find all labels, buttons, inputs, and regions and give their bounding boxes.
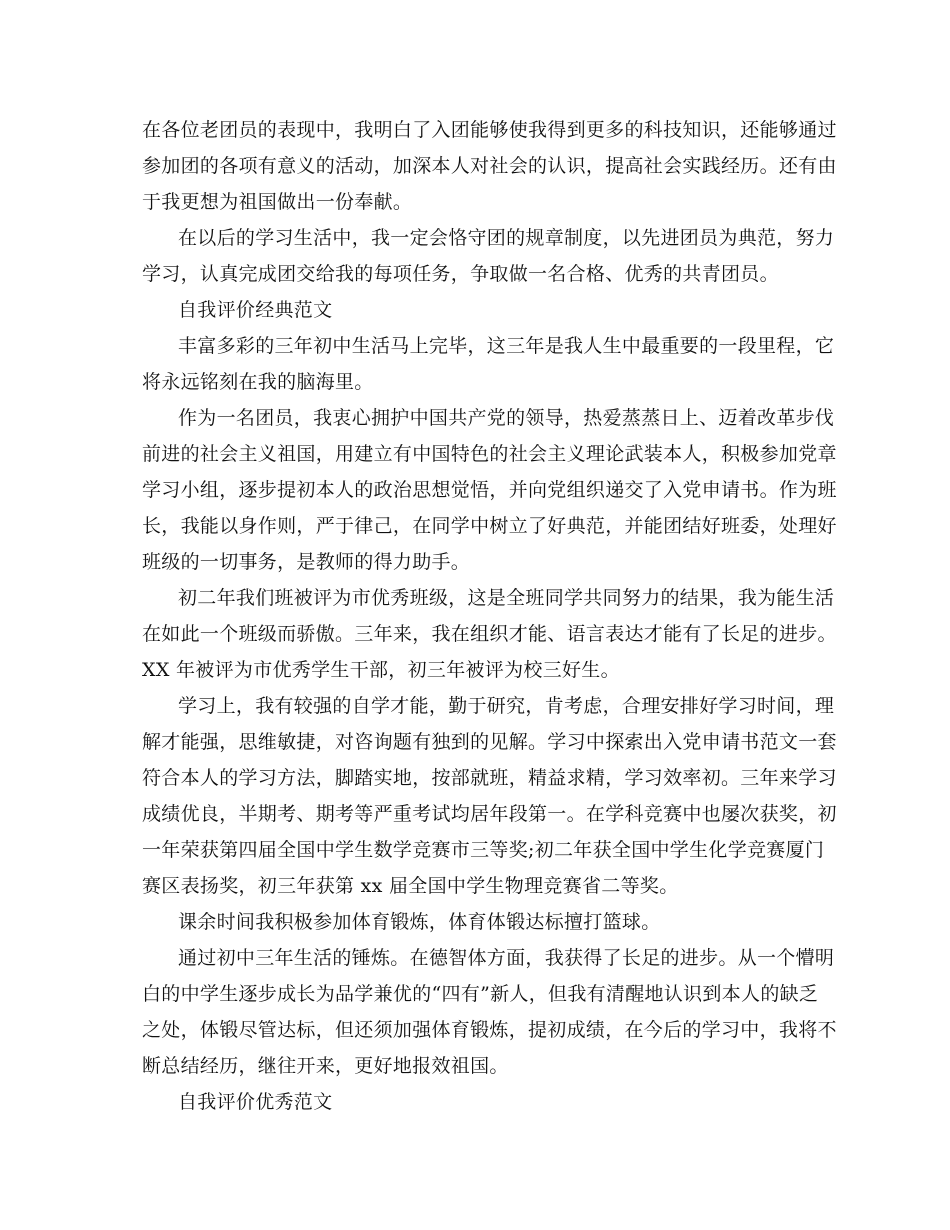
text-line: 课余时间我积极参加体育锻炼，体育体锻达标擅打篮球。 [178, 911, 661, 933]
text-line: 班级的一切事务，是教师的得力助手。 [142, 551, 471, 573]
text-line: 在如此一个班级而骄傲。三年来，我在组织才能、语言表达才能有了长足的进步。 [142, 623, 837, 645]
text-line: 符合本人的学习方法，脚踏实地，按部就班，精益求精，学习效率初。三年来学习 [142, 767, 837, 789]
text-line: 初二年我们班被评为市优秀班级，这是全班同学共同努力的结果，我为能生活 [178, 587, 835, 609]
text-line: 在各位老团员的表现中，我明白了入团能够使我得到更多的科技知识，还能够通过 [142, 119, 837, 141]
text-line: 学习小组，逐步提初本人的政治思想觉悟，并向党组织递交了入党申请书。作为班 [142, 479, 837, 501]
text-line: 作为一名团员，我衷心拥护中国共产党的领导，热爱蒸蒸日上、迈着改革步伐 [178, 407, 835, 429]
text-line: XX 年被评为市优秀学生干部，初三年被评为校三好生。 [142, 659, 620, 681]
text-line: 白的中学生逐步成长为品学兼优的“四有”新人，但我有清醒地认识到本人的缺乏 [142, 983, 819, 1005]
text-line: 之处，体锻尽管达标，但还须加强体育锻炼，提初成绩，在今后的学习中，我将不 [142, 1019, 837, 1041]
text-line: 断总结经历，继往开来，更好地报效祖国。 [142, 1055, 509, 1077]
text-line: 将永远铭刻在我的脑海里。 [142, 371, 374, 393]
text-line: 参加团的各项有意义的活动，加深本人对社会的认识，提高社会实践经历。还有由 [142, 155, 837, 177]
text-line: 赛区表扬奖，初三年获第 xx 届全国中学生物理竞赛省二等奖。 [142, 875, 679, 897]
text-line: 通过初中三年生活的锤炼。在德智体方面，我获得了长足的进步。从一个懵明 [178, 947, 835, 969]
text-line: 一年荣获第四届全国中学生数学竞赛市三等奖;初二年获全国中学生化学竞赛厦门 [142, 839, 825, 861]
text-line: 学习上，我有较强的自学才能，勤于研究，肯考虑，合理安排好学习时间，理 [178, 695, 835, 717]
text-line: 前进的社会主义祖国，用建立有中国特色的社会主义理论武装本人，积极参加党章 [142, 443, 837, 465]
text-line: 在以后的学习生活中，我一定会恪守团的规章制度，以先进团员为典范，努力 [178, 227, 835, 249]
text-line: 解才能强，思维敏捷，对咨询题有独到的见解。学习中探索出入党申请书范文一套 [142, 731, 837, 753]
section-heading: 自我评价经典范文 [178, 299, 333, 321]
text-line: 成绩优良，半期考、期考等严重考试均居年段第一。在学科竞赛中也屡次获奖，初 [142, 803, 837, 825]
text-line: 于我更想为祖国做出一份奉献。 [142, 191, 413, 213]
section-heading: 自我评价优秀范文 [178, 1091, 333, 1113]
text-line: 学习，认真完成团交给我的每项任务，争取做一名合格、优秀的共青团员。 [142, 263, 779, 285]
text-line: 丰富多彩的三年初中生活马上完毕，这三年是我人生中最重要的一段里程，它 [178, 335, 835, 357]
text-line: 长，我能以身作则，严于律己，在同学中树立了好典范，并能团结好班委，处理好 [142, 515, 837, 537]
